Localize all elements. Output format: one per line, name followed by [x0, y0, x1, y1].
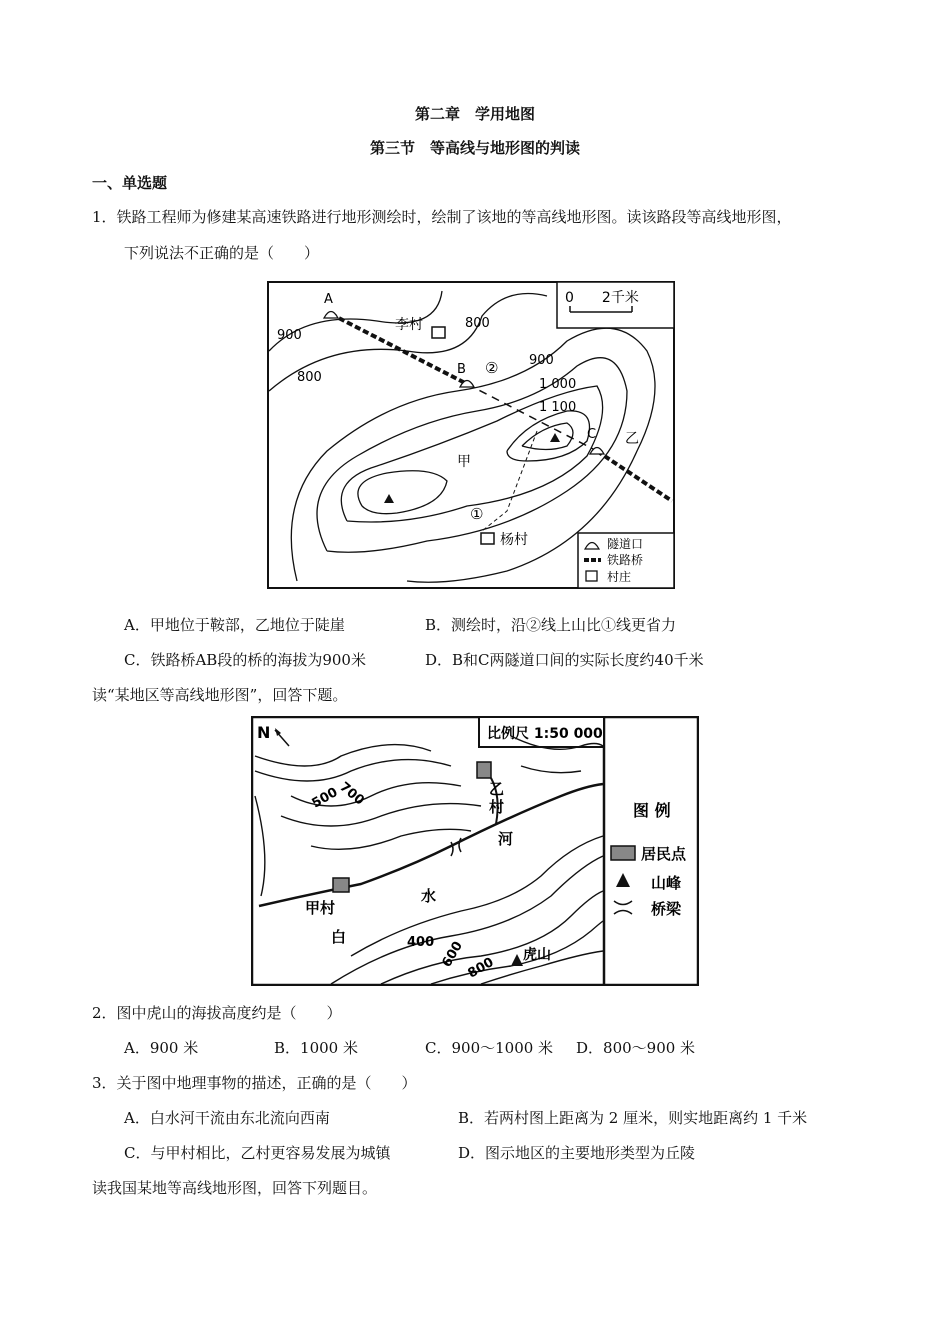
q3-option-c[interactable]: C．与甲村相比，乙村更容易发展为城镇: [124, 1144, 391, 1162]
map2-contour-800: 800: [465, 954, 497, 982]
map1-contour-800a: 800: [297, 370, 322, 385]
map2-contour-700: 700: [336, 779, 367, 809]
q3-option-a[interactable]: A．白水河干流由东北流向西南: [124, 1109, 330, 1127]
map1-label-li-village: 李村: [395, 317, 423, 333]
map1-contour-map: [267, 281, 675, 589]
map1-contour-1000: 1 000: [539, 377, 577, 392]
map1-label-route2: ②: [485, 359, 499, 377]
q2-stem: 2．图中虎山的海拔高度约是（ ）: [92, 1004, 342, 1022]
map1-legend-tunnel: 隧道口: [607, 537, 644, 551]
q3-option-b[interactable]: B．若两村图上距离为 2 厘米，则实地距离约 1 千米: [458, 1109, 808, 1127]
map1-contour-1100: 1 100: [539, 400, 577, 415]
map2-contour-500: 500: [309, 784, 341, 812]
map2-contour-600: 600: [439, 938, 467, 970]
q2-option-d[interactable]: D．800～900 米: [576, 1039, 696, 1057]
q1-stem-line2: 下列说法不正确的是（ ）: [124, 244, 320, 262]
q1-option-a[interactable]: A．甲地位于鞍部，乙地位于陡崖: [124, 616, 345, 634]
q4-intro: 读我国某地等高线地形图，回答下列题目。: [92, 1179, 378, 1197]
map2-contour-map: [251, 716, 699, 986]
map1-contour-900a: 900: [277, 328, 302, 343]
map2-legend-settlement: 居民点: [641, 845, 687, 863]
map1-label-jia: 甲: [457, 454, 471, 470]
map1-contour-800b: 800: [465, 316, 490, 331]
map2-legend-bridge: 桥梁: [651, 900, 682, 918]
section-title: 第三节 等高线与地形图的判读: [369, 139, 580, 157]
q1-option-c[interactable]: C．铁路桥AB段的桥的海拔为900米: [124, 651, 366, 669]
map1-label-yi: 乙: [625, 431, 639, 447]
map1-contour-900b: 900: [529, 353, 554, 368]
map1-label-a: A: [324, 292, 333, 307]
map2-scale: 比例尺 1:50 000: [487, 726, 603, 742]
map2-legend-peak: 山峰: [651, 874, 682, 892]
map2-label-yi: 乙: [489, 780, 505, 798]
map2-legend-title: 图 例: [633, 801, 671, 820]
chapter-title: 第二章 学用地图: [414, 105, 535, 123]
map2-label-jia-village: 甲村: [305, 899, 336, 917]
map1-label-yang-village: 杨村: [500, 532, 528, 548]
q3-option-d[interactable]: D．图示地区的主要地形类型为丘陵: [458, 1144, 696, 1162]
map1-scale: 0 2千米: [565, 290, 639, 306]
q1-option-d[interactable]: D．B和C两隧道口间的实际长度约40千米: [425, 651, 704, 669]
q1-stem-line1: 1．铁路工程师为修建某高速铁路进行地形测绘时，绘制了该地的等高线地形图。读该路段等高线地形图，: [92, 208, 792, 226]
q2-option-a[interactable]: A．900 米: [124, 1039, 199, 1057]
map2-label-cun: 村: [489, 798, 505, 816]
map1-legend-bridge: 铁路桥: [607, 553, 644, 567]
map1-label-b: B: [457, 362, 466, 377]
q3-stem: 3．关于图中地理事物的描述，正确的是（ ）: [92, 1074, 417, 1092]
q2-option-c[interactable]: C．900～1000 米: [425, 1039, 554, 1057]
map2-label-he: 河: [498, 830, 514, 848]
map2-label-shui: 水: [421, 887, 437, 905]
map2-label-bai: 白: [331, 928, 347, 946]
map1-label-route1: ①: [470, 505, 484, 523]
q2-option-b[interactable]: B．1000 米: [274, 1039, 358, 1057]
part-title: 一、单选题: [92, 174, 168, 192]
map2-label-hushan: 虎山: [523, 947, 551, 963]
q2-intro: 读“某地区等高线地形图”，回答下题。: [92, 686, 348, 704]
map1-label-c: C: [587, 427, 597, 442]
map2-contour-400: 400: [407, 935, 435, 950]
map1-legend-village: 村庄: [607, 570, 632, 584]
map2-north-label: N: [257, 723, 271, 742]
q1-option-b[interactable]: B．测绘时，沿②线上山比①线更省力: [425, 616, 677, 634]
